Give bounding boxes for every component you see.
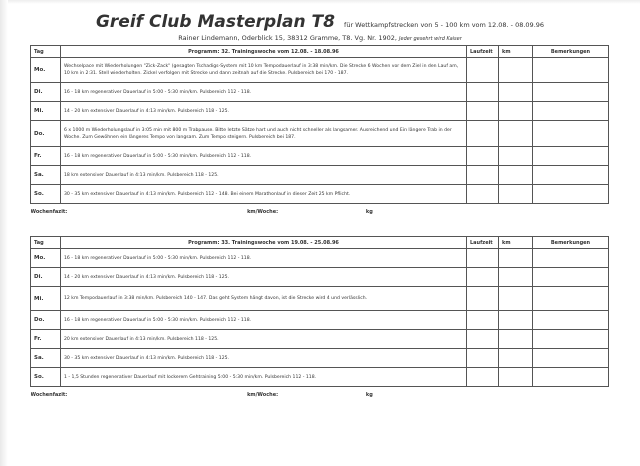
km-cell[interactable]: [499, 185, 533, 204]
table-row: [31, 102, 609, 121]
week1-summary-row: [31, 204, 609, 220]
remarks-cell[interactable]: [533, 121, 609, 147]
table-row: [31, 166, 609, 185]
col-laufzeit-header: Laufzeit: [467, 237, 499, 249]
laufzeit-cell[interactable]: [467, 83, 499, 102]
table-row: [31, 147, 609, 166]
program-text: 14 - 20 km extensiver Dauerlauf in 4:13 min/km. Pulsbereich 118 - 125.: [61, 268, 467, 287]
col-remarks-header: Bemerkungen: [533, 237, 609, 249]
km-cell[interactable]: [499, 330, 533, 349]
day-label: Sa.: [31, 166, 61, 185]
col-laufzeit-header: Laufzeit: [467, 46, 499, 58]
week1-heading: Programm: 32. Trainingswoche vom 12.08. - 18.08.96: [61, 46, 467, 58]
day-label: Mo.: [31, 58, 61, 83]
author-line: [0, 34, 640, 42]
program-text: Wechselpace mit Wiederholungen "Zick-Zack" (gesagten Tschadigs-System mit 10 km Tempodauerlauf in 3:38 min/km. Die Strecke 6 Wochen vor dem Ziel in den Lauf am, 10 km in 2:31. Stell wiederholten. Zickel verfolgen mit Strecke und dann zeitnah auf die Strecke. Pulsbereich bei 170 - 187.: [61, 58, 467, 83]
laufzeit-cell[interactable]: [467, 58, 499, 83]
table-row: [31, 83, 609, 102]
remarks-cell[interactable]: [533, 102, 609, 121]
program-text: 30 - 35 km extensiver Dauerlauf in 4:13 min/km. Pulsbereich 112 - 148. Bei einem Marathonlauf in dieser Zeit 25 km Pflicht.: [61, 185, 467, 204]
week-summary-cell: [31, 387, 467, 403]
col-km-header: km: [499, 237, 533, 249]
remarks-cell[interactable]: [533, 349, 609, 368]
remarks-cell[interactable]: [533, 249, 609, 268]
remarks-cell[interactable]: [533, 268, 609, 287]
scan-edge-top: [0, 0, 640, 4]
km-cell[interactable]: [499, 311, 533, 330]
km-cell[interactable]: [499, 58, 533, 83]
document-title: [0, 12, 640, 32]
week-summary-label: Wochenfazit:: [30, 208, 68, 215]
program-text: 16 - 18 km regenerativer Dauerlauf in 5:00 - 5:30 min/km. Pulsbereich 112 - 118.: [61, 311, 467, 330]
remarks-cell[interactable]: [533, 58, 609, 83]
laufzeit-cell[interactable]: [467, 330, 499, 349]
program-text: 16 - 18 km regenerativer Dauerlauf in 5:00 - 5:30 min/km. Pulsbereich 112 - 118.: [61, 249, 467, 268]
laufzeit-cell[interactable]: [467, 311, 499, 330]
program-text: 1 - 1,5 Stunden regenerativer Dauerlauf mit lockerem Gehtraining 5:00 - 5:30 min/km. Pulsbereich 112 - 118.: [61, 368, 467, 387]
plan-title-suffix: für Wettkampfstrecken von 5 - 100 km vom 12.08. - 08.09.96: [344, 21, 545, 29]
laufzeit-cell[interactable]: [467, 121, 499, 147]
table-row: [31, 268, 609, 287]
km-cell[interactable]: [499, 166, 533, 185]
week-summary-cell: [31, 204, 467, 220]
day-label: Fr.: [31, 147, 61, 166]
program-text: 20 km extensiver Dauerlauf in 4:13 min/km. Pulsbereich 118 - 125.: [61, 330, 467, 349]
scan-edge-left: [0, 0, 8, 466]
km-per-week-label: km/Woche:: [247, 208, 279, 215]
remarks-cell[interactable]: [533, 311, 609, 330]
laufzeit-cell[interactable]: [467, 368, 499, 387]
table-row: [31, 185, 609, 204]
table-row: [31, 330, 609, 349]
km-cell[interactable]: [499, 83, 533, 102]
col-km-header: km: [499, 46, 533, 58]
km-cell[interactable]: [499, 287, 533, 311]
author-text: Rainer Lindemann, Oderblick 15, 38312 Gramme, T8. Vg. Nr. 1902,: [178, 34, 397, 42]
km-cell[interactable]: [499, 349, 533, 368]
table-row: [31, 368, 609, 387]
day-label: Fr.: [31, 330, 61, 349]
laufzeit-cell[interactable]: [467, 268, 499, 287]
day-label: Do.: [31, 311, 61, 330]
plan-title: Greif Club Masterplan T8: [95, 12, 335, 32]
program-text: 6 x 1000 m Wiederholungslauf in 3:05 min mit 800 m Trabpause. Bitte letzte Sätze hart und auch nicht schneller als langsamer. Ausreichend und Ein längere Trab in der Woche. Zum Gewöhnen ein längeres Tempo von langsam. Zum Tempo steigern. Pulsbereich bei 187.: [61, 121, 467, 147]
day-label: Mi.: [31, 102, 61, 121]
program-text: 16 - 18 km regenerativer Dauerlauf in 5:00 - 5:30 min/km. Pulsbereich 112 - 118.: [61, 83, 467, 102]
remarks-cell[interactable]: [533, 287, 609, 311]
remarks-cell[interactable]: [533, 368, 609, 387]
km-cell[interactable]: [499, 147, 533, 166]
week1-table: [30, 45, 609, 219]
day-label: Do.: [31, 121, 61, 147]
program-text: 12 km Tempodauerlauf in 3:38 min/km. Pulsbereich 140 - 147. Das geht System hängt davon, ist die Strecke wird 4 und verlässlich.: [61, 287, 467, 311]
day-label: Mo.: [31, 249, 61, 268]
remarks-cell[interactable]: [533, 83, 609, 102]
col-day-header: Tag: [31, 46, 61, 58]
week2-heading: Programm: 33. Trainingswoche vom 19.08. - 25.08.96: [61, 237, 467, 249]
km-cell[interactable]: [499, 121, 533, 147]
week2-table: [30, 236, 609, 402]
km-cell[interactable]: [499, 368, 533, 387]
program-text: 16 - 18 km regenerativer Dauerlauf in 5:00 - 5:30 min/km. Pulsbereich 112 - 118.: [61, 147, 467, 166]
day-label: Di.: [31, 268, 61, 287]
author-note: Jeder gesehrt wird Kaiser: [399, 36, 462, 42]
week1-header-row: [31, 46, 609, 58]
week2-summary-row: [31, 387, 609, 403]
laufzeit-cell[interactable]: [467, 249, 499, 268]
kg-label: kg: [365, 391, 373, 398]
table-row: [31, 249, 609, 268]
remarks-cell[interactable]: [533, 166, 609, 185]
week2-header-row: [31, 237, 609, 249]
table-row: [31, 121, 609, 147]
laufzeit-cell[interactable]: [467, 166, 499, 185]
remarks-cell[interactable]: [533, 330, 609, 349]
remarks-cell[interactable]: [533, 147, 609, 166]
program-text: 14 - 20 km extensiver Dauerlauf in 4:13 min/km. Pulsbereich 118 - 125.: [61, 102, 467, 121]
table-row: [31, 349, 609, 368]
day-label: So.: [31, 185, 61, 204]
laufzeit-cell[interactable]: [467, 147, 499, 166]
week-summary-label: Wochenfazit:: [30, 391, 68, 398]
remarks-cell[interactable]: [533, 185, 609, 204]
km-cell[interactable]: [499, 102, 533, 121]
day-label: Mi.: [31, 287, 61, 311]
col-remarks-header: Bemerkungen: [533, 46, 609, 58]
day-label: Sa.: [31, 349, 61, 368]
table-row: [31, 287, 609, 311]
km-cell[interactable]: [499, 268, 533, 287]
program-text: 18 km extensiver Dauerlauf in 4:13 min/km. Pulsbereich 118 - 125.: [61, 166, 467, 185]
kg-label: kg: [365, 208, 373, 215]
day-label: So.: [31, 368, 61, 387]
col-day-header: Tag: [31, 237, 61, 249]
laufzeit-cell[interactable]: [467, 185, 499, 204]
laufzeit-cell[interactable]: [467, 349, 499, 368]
km-cell[interactable]: [499, 249, 533, 268]
laufzeit-cell[interactable]: [467, 287, 499, 311]
laufzeit-cell[interactable]: [467, 102, 499, 121]
program-text: 30 - 35 km extensiver Dauerlauf in 4:13 min/km. Pulsbereich 118 - 125.: [61, 349, 467, 368]
day-label: Di.: [31, 83, 61, 102]
table-row: [31, 311, 609, 330]
table-row: [31, 58, 609, 83]
km-per-week-label: km/Woche:: [247, 391, 279, 398]
